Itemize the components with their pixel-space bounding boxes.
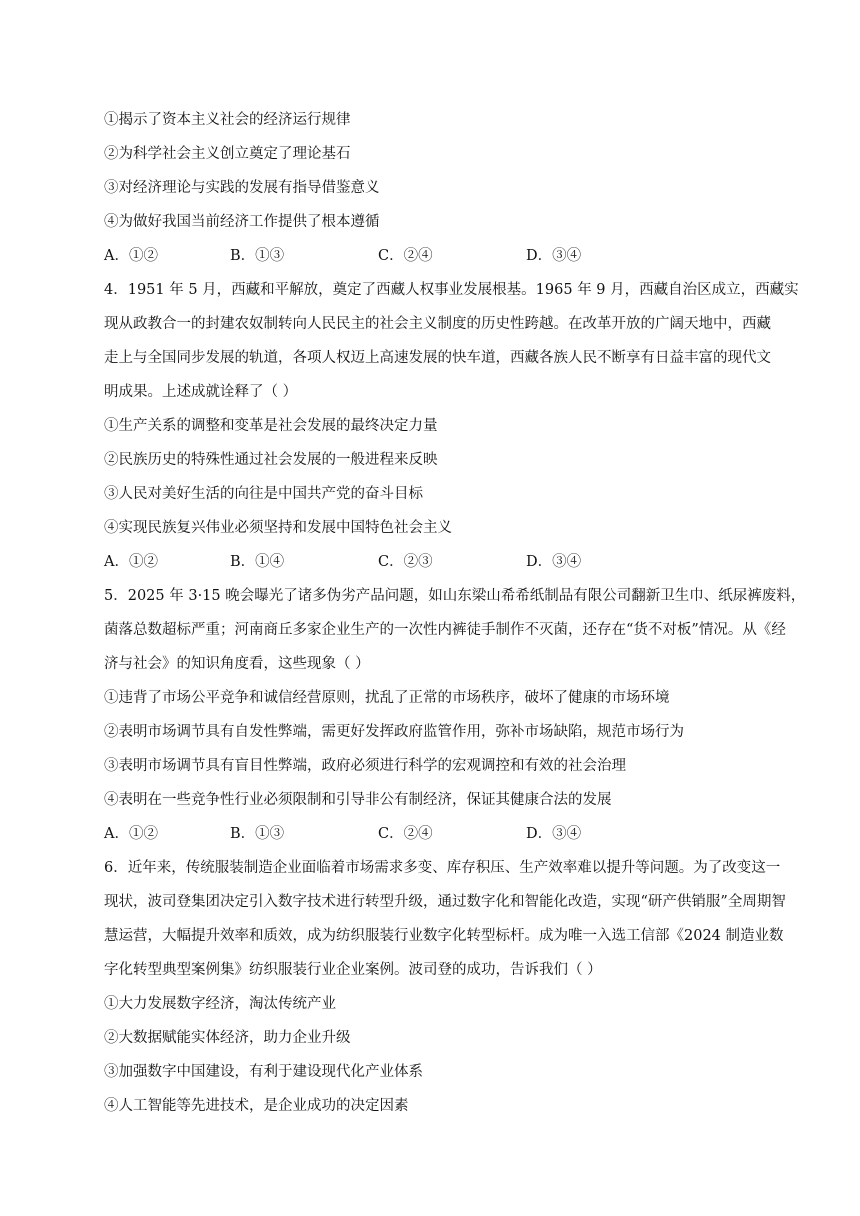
q4-choice-b: B．①④ — [230, 554, 285, 570]
q4-stem-line-4: 明成果。上述成就诠释了（ ） — [104, 384, 298, 400]
q5-stem-line-1: 5．2025 年 3·15 晚会曝光了诸多伪劣产品问题，如山东梁山希希纸制品有限公司翻新卫生巾、纸尿裤废料， — [104, 588, 806, 604]
q5-choice-b: B．①③ — [230, 826, 285, 842]
q6-option-2: ②大数据赋能实体经济，助力企业升级 — [104, 1030, 351, 1046]
q3-choice-b: B．①③ — [230, 248, 285, 264]
q6-option-4: ④人工智能等先进技术，是企业成功的决定因素 — [104, 1098, 409, 1114]
q4-choice-a: A．①② — [104, 554, 158, 570]
q5-stem-line-3: 济与社会》的知识角度看，这些现象（ ） — [104, 656, 370, 672]
q6-stem-line-1: 6．近年来，传统服装制造企业面临着市场需求多变、库存积压、生产效率难以提升等问题。为了改变这一 — [104, 860, 781, 876]
q3-option-3: ③对经济理论与实践的发展有指导借鉴意义 — [104, 180, 380, 196]
q6-stem-line-2: 现状，波司登集团决定引入数字技术进行转型升级，通过数字化和智能化改造，实现“研产供销服”全周期智 — [104, 894, 786, 910]
q6-stem-line-4: 字化转型典型案例集》纺织服装行业企业案例。波司登的成功，告诉我们（ ） — [104, 962, 602, 978]
q4-choice-d: D．③④ — [526, 554, 582, 570]
q3-choice-a: A．①② — [104, 248, 158, 264]
q4-choice-c: C．②③ — [378, 554, 433, 570]
q5-choice-a: A．①② — [104, 826, 158, 842]
q4-stem-line-1: 4．1951 年 5 月，西藏和平解放，奠定了西藏人权事业发展根基。1965 年 9 月，西藏自治区成立，西藏实 — [104, 282, 799, 298]
q3-option-2: ②为科学社会主义创立奠定了理论基石 — [104, 146, 351, 162]
q5-choice-d: D．③④ — [526, 826, 582, 842]
q5-option-1: ①违背了市场公平竞争和诚信经营原则，扰乱了正常的市场秩序，破坏了健康的市场环境 — [104, 690, 670, 706]
q4-option-1: ①生产关系的调整和变革是社会发展的最终决定力量 — [104, 418, 438, 434]
q6-option-3: ③加强数字中国建设，有利于建设现代化产业体系 — [104, 1064, 423, 1080]
q5-option-3: ③表明市场调节具有盲目性弊端，政府必须进行科学的宏观调控和有效的社会治理 — [104, 758, 626, 774]
q4-stem-line-2: 现从政教合一的封建农奴制转向人民民主的社会主义制度的历史性跨越。在改革开放的广阔天地中，西藏 — [104, 316, 771, 332]
q5-stem-line-2: 菌落总数超标严重；河南商丘多家企业生产的一次性内裤徒手制作不灭菌，还存在“货不对板”情况。从《经 — [104, 622, 786, 638]
q5-choice-c: C．②④ — [378, 826, 433, 842]
q4-option-2: ②民族历史的特殊性通过社会发展的一般进程来反映 — [104, 452, 438, 468]
q6-option-1: ①大力发展数字经济，淘汰传统产业 — [104, 996, 336, 1012]
q5-option-4: ④表明在一些竞争性行业必须限制和引导非公有制经济，保证其健康合法的发展 — [104, 792, 612, 808]
q4-stem-line-3: 走上与全国同步发展的轨道，各项人权迈上高速发展的快车道，西藏各族人民不断享有日益丰富的现代文 — [104, 350, 771, 366]
q4-option-4: ④实现民族复兴伟业必须坚持和发展中国特色社会主义 — [104, 520, 452, 536]
q6-stem-line-3: 慧运营，大幅提升效率和质效，成为纺织服装行业数字化转型标杆。成为唯一入选工信部《2024 制造业数 — [104, 928, 784, 944]
q4-option-3: ③人民对美好生活的向往是中国共产党的奋斗目标 — [104, 486, 423, 502]
q5-option-2: ②表明市场调节具有自发性弊端，需更好发挥政府监管作用，弥补市场缺陷，规范市场行为 — [104, 724, 684, 740]
q3-choice-c: C．②④ — [378, 248, 433, 264]
q3-option-4: ④为做好我国当前经济工作提供了根本遵循 — [104, 214, 380, 230]
q3-option-1: ①揭示了资本主义社会的经济运行规律 — [104, 112, 351, 128]
q3-choice-d: D．③④ — [526, 248, 582, 264]
